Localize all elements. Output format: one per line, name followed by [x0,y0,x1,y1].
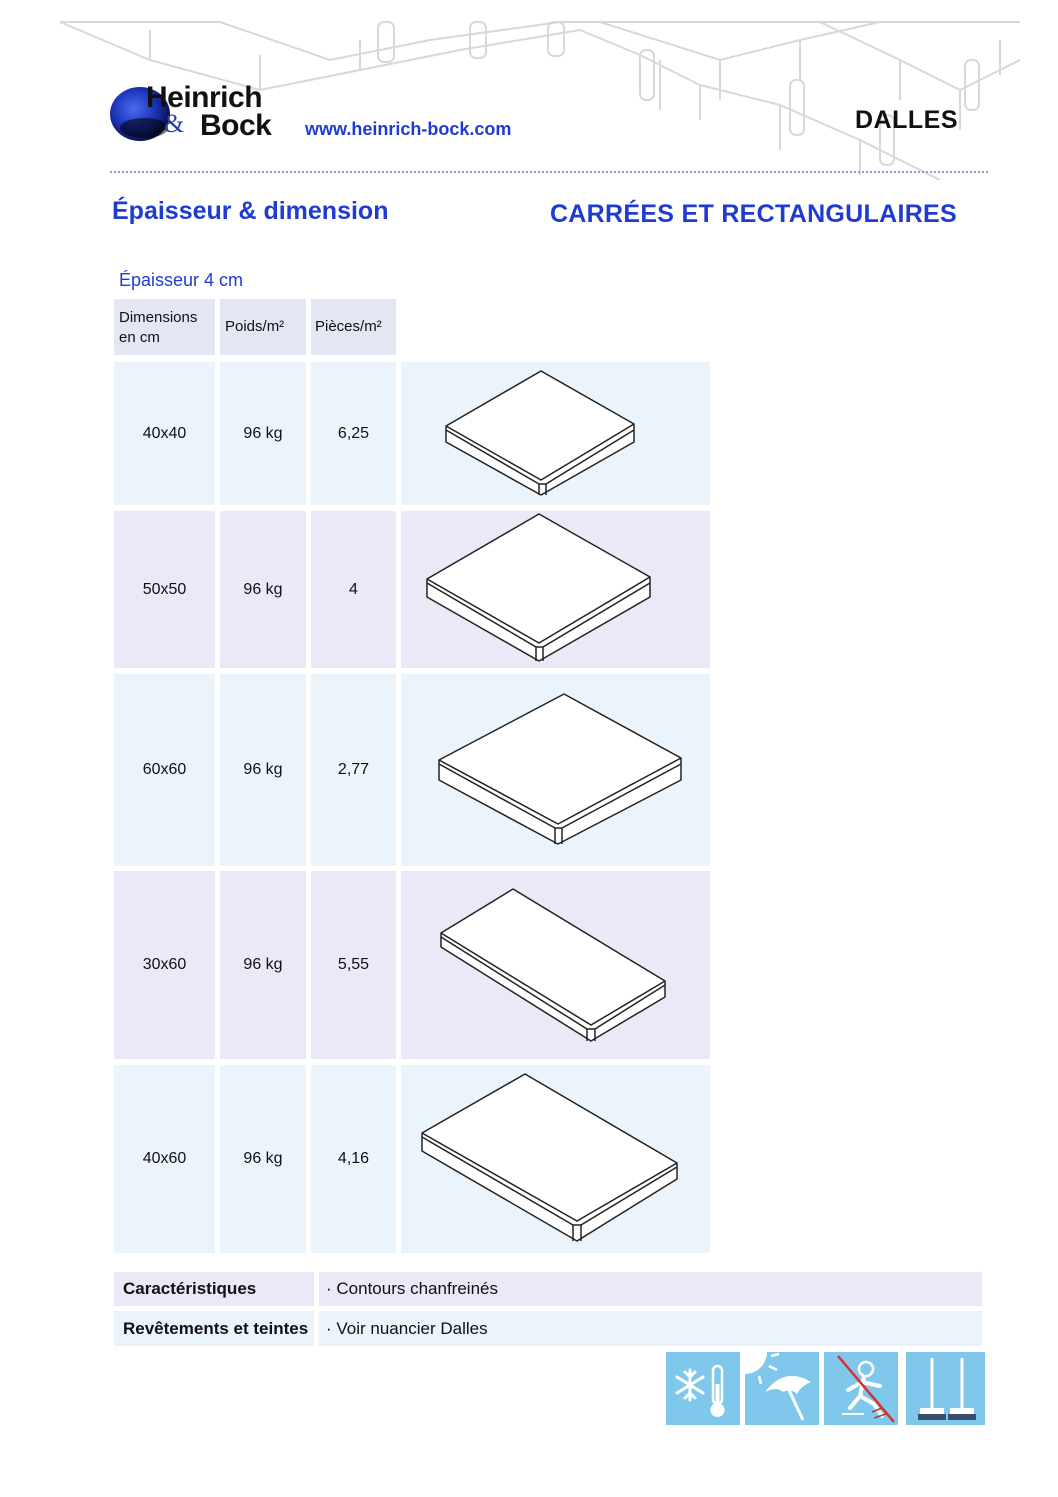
finish-label: Revêtements et teintes [114,1311,314,1346]
brand-ampersand: & [164,109,185,138]
brand-name-line1: Heinrich [146,81,263,114]
cell-dimension: 40x40 [114,362,215,505]
heading-thickness-dimension: Épaisseur & dimension [112,197,389,225]
feature-value: · Contours chanfreinés [319,1272,982,1306]
cell-pieces: 4,16 [311,1065,396,1253]
cell-weight: 96 kg [220,511,306,668]
slab-illustration-40x40 [401,362,710,505]
brand-name-line2: Bock [200,109,272,142]
cleaning-brush-icon [906,1352,985,1425]
slab-square-icon [401,362,710,505]
heading-product-type: CARRÉES ET RECTANGULAIRES [549,200,957,228]
cell-weight: 96 kg [220,362,306,505]
cell-weight: 96 kg [220,1065,306,1253]
slab-rectangular-icon [401,1065,710,1253]
slab-rectangular-icon [401,871,710,1059]
frost-resistance-icon [666,1352,740,1425]
cell-dimension: 50x50 [114,511,215,668]
cell-weight: 96 kg [220,674,306,866]
column-header-pieces: Pièces/m² [311,299,396,355]
cell-dimension: 40x60 [114,1065,215,1253]
thickness-label: Épaisseur 4 cm [119,270,244,290]
cell-pieces: 2,77 [311,674,396,866]
finish-value: · Voir nuancier Dalles [319,1311,982,1346]
no-slip-icon [824,1352,898,1425]
feature-label: Caractéristiques [114,1272,314,1306]
slab-illustration-60x60 [401,674,710,866]
slab-illustration-40x60 [401,1065,710,1253]
column-header-weight: Poids/m² [220,299,306,355]
slab-illustration-30x60 [401,871,710,1059]
cell-weight: 96 kg [220,871,306,1059]
website-link[interactable]: www.heinrich-bock.com [305,119,512,139]
slab-square-icon [401,674,710,866]
slab-square-icon [401,511,710,668]
sun-umbrella-icon [745,1352,819,1425]
cell-dimension: 60x60 [114,674,215,866]
cell-pieces: 6,25 [311,362,396,505]
section-title: DALLES [855,106,958,134]
dotted-divider [110,171,988,173]
cell-pieces: 4 [311,511,396,668]
cell-pieces: 5,55 [311,871,396,1059]
column-header-dimensions: Dimensions en cm [114,299,215,355]
cell-dimension: 30x60 [114,871,215,1059]
slab-illustration-50x50 [401,511,710,668]
